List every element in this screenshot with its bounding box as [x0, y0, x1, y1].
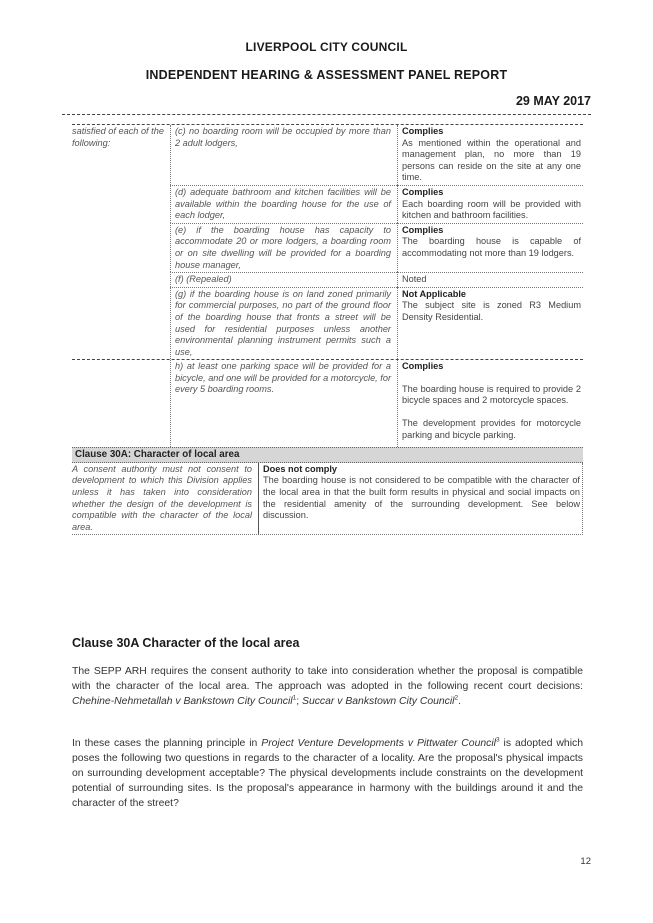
- assessment-comment: As mentioned within the operational and management plan, no more than 19 persons can reside on the site at any one time.: [402, 137, 581, 183]
- assessment-cell: [397, 272, 583, 287]
- empty-cell: [72, 223, 170, 272]
- empty-cell: [72, 360, 170, 447]
- assessment-cell: [258, 463, 582, 535]
- paragraph-text: In these cases the planning principle in: [72, 738, 262, 749]
- section-heading: Clause 30A Character of the local area: [72, 636, 300, 650]
- assessment-comment: The boarding house is capable of accommodating not more than 19 lodgers.: [402, 236, 581, 258]
- status-label: Complies: [402, 186, 444, 197]
- paragraph-text: The SEPP ARH requires the consent authority to take into consideration whether the proposal is compatible with the character of the local area. The approach was adopted in the following recent court decisions:: [72, 666, 583, 692]
- assessment-comment: Noted: [402, 274, 427, 285]
- assessment-comment: The boarding house is required to provide 2 bicycle spaces and 2 motorcycle spaces.: [402, 383, 581, 406]
- status-label: Does not comply: [263, 463, 338, 474]
- assessment-cell: [397, 125, 583, 185]
- requirement-cell: h) at least one parking space will be provided for a bicycle, and one will be provided for a motorcycle, for every 5 boarding rooms.: [170, 360, 397, 447]
- assessment-cell: [397, 287, 583, 360]
- case-citation: Project Venture Developments v Pittwater Council: [261, 738, 496, 749]
- case-citation: Succar v Bankstown City Council: [302, 696, 455, 707]
- assessment-cell: [397, 223, 583, 272]
- requirement-cell: (c) no boarding room will be occupied by more than 2 adult lodgers,: [170, 125, 397, 185]
- assessment-comment: The development provides for motorcycle parking and bicycle parking.: [402, 418, 581, 440]
- table-row: [72, 223, 583, 272]
- footnote-marker: 1: [292, 694, 297, 702]
- table-row: [72, 463, 583, 536]
- compliance-table: [72, 124, 583, 535]
- status-label: Complies: [402, 224, 444, 235]
- header-divider: [62, 114, 591, 115]
- table-row: [72, 287, 583, 360]
- assessment-comment: Each boarding room will be provided with kitchen and bathroom facilities.: [402, 198, 581, 221]
- requirement-cell: A consent authority must not consent to development to which this Division applies unless it has taken into consideration whether the design of the development is compatible with the character of the local area.: [72, 463, 252, 532]
- intro-cell: satisfied of each of the following:: [72, 126, 164, 148]
- assessment-cell: [397, 185, 583, 223]
- paragraph-text: ;: [296, 696, 303, 707]
- footnote-marker: 3: [495, 736, 500, 744]
- status-label: Not Applicable: [402, 288, 466, 299]
- footnote-marker: 2: [454, 694, 459, 702]
- table-row: [72, 124, 583, 185]
- case-citation: Chehine-Nehmetallah v Bankstown City Council: [72, 696, 293, 707]
- requirement-cell: (f) (Repealed): [170, 272, 397, 287]
- paragraph-text: .: [458, 696, 462, 707]
- status-label: Complies: [402, 126, 444, 136]
- table-row: [72, 272, 583, 287]
- empty-cell: [72, 272, 170, 287]
- requirement-cell: (e) if the boarding house has capacity to accommodate 20 or more lodgers, a boarding room or on site dwelling will be provided for a boarding house manager,: [170, 223, 397, 272]
- page-number: 12: [580, 856, 591, 867]
- clause-banner: Clause 30A: Character of local area: [72, 447, 583, 463]
- table-row: [72, 359, 583, 447]
- council-name: LIVERPOOL CITY COUNCIL: [245, 40, 408, 54]
- report-title: INDEPENDENT HEARING & ASSESSMENT PANEL REPORT: [145, 68, 508, 82]
- body-paragraph: [72, 664, 583, 709]
- report-date: 29 MAY 2017: [515, 94, 591, 108]
- assessment-comment: The subject site is zoned R3 Medium Density Residential.: [402, 300, 581, 322]
- assessment-comment: The boarding house is not considered to be compatible with the character of the local area in that the built form results in physical and social impacts on the residential amenity of the surrounding development. See below discussion.: [263, 475, 580, 521]
- status-label: Complies: [402, 361, 444, 372]
- empty-cell: [72, 185, 170, 223]
- empty-cell: [72, 287, 170, 360]
- requirement-cell: (g) if the boarding house is on land zoned primarily for commercial purposes, no part of the ground floor of the boarding house that fronts a street will be used for residential purposes unless another environmental planning instrument permits such a use,: [170, 287, 397, 360]
- body-paragraph: [72, 736, 583, 811]
- assessment-cell: [397, 360, 583, 447]
- table-row: [72, 185, 583, 223]
- requirement-cell: (d) adequate bathroom and kitchen facilities will be available within the boarding house for the use of each lodger,: [170, 185, 397, 223]
- paragraph-text: is adopted which poses the following two questions in regards to the character of a locality. Are the proposal's physical impacts on surrounding development acceptable? The physical developments include constraints on the development potential of surrounding sites. Is the proposal's appearance in harmony with the buildings around it and the character of the street?: [72, 738, 583, 809]
